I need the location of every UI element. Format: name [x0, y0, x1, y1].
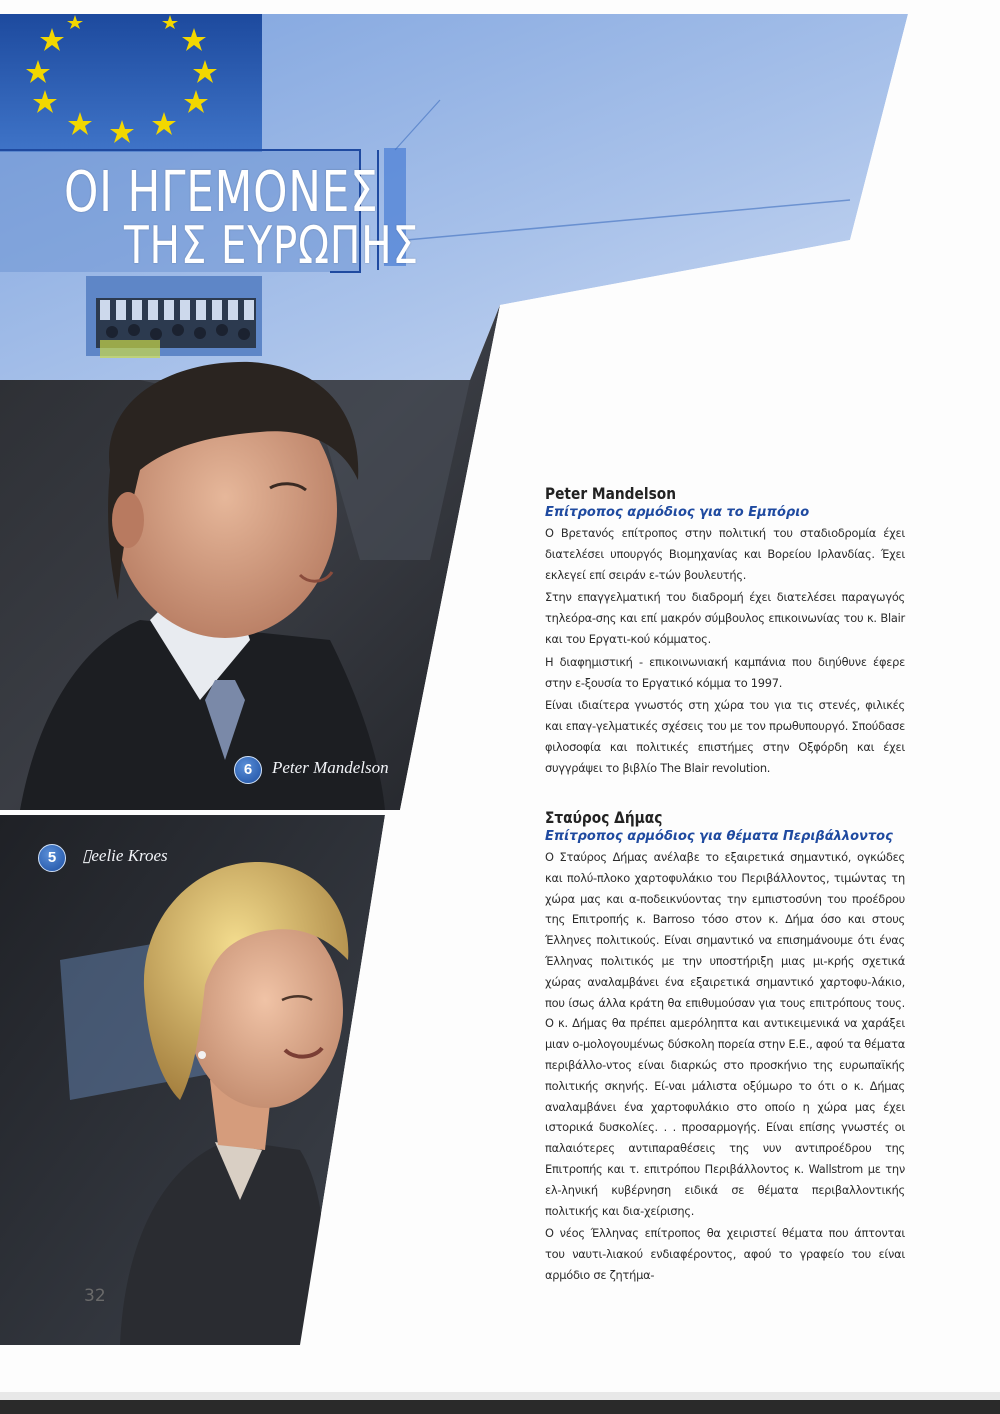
article-subheading: Επίτροπος αρμόδιος για θέματα Περιβάλλοντος	[545, 829, 893, 844]
page-number: 32	[84, 1286, 106, 1306]
article-subheading: Επίτροπος αρμόδιος για το Εμπόριο	[545, 505, 810, 520]
article-paragraph: Ο νέος Έλληνας επίτροπος θα χειριστεί θέματα που άπτονται του ναυτι-λιακού ενδιαφέροντος, αφού το γραφείο του είναι αρμόδιο σε ζητήμα-	[545, 1226, 905, 1282]
article-paragraph: Ο Σταύρος Δήμας ανέλαβε το εξαιρετικά σημαντικό, ογκώδες και πολύ-πλοκο χαρτοφυλάκιο του Περιβάλλοντος, τιμώντας τη χώρα μας και α-ποδεικνύοντας την εμπιστοσύνη του προέδρου της Επιτροπής κ. Barroso τόσο στον κ. Δήμα όσο και στους Έλληνες πολιτικούς. Είναι σημαντικό να επισημάνουμε ότι ένας Έλληνας πολιτικός με την υποστήριξη μιας μι-κρής σχετικά χώρας αναλαμβάνει ένα εξαιρετικά σημαντικό χαρτοφυ-λάκιο, που ίσως άλλα κράτη θα επιθυμούσαν για τους επιτρόπους τους. Ο κ. Δήμας θα πρέπει αμερόληπτα και αντικειμενικά να χαράξει μιαν ο-μολογουμένως δύσκολη πορεία στην Ε.Ε., αφού τα θέματα περιβάλλο-ντος είναι διαρκώς στο προσκήνιο της ευρωπαϊκής πολιτικής σκηνής. Εί-ναι μάλιστα οξύμωρο το ότι ο κ. Δήμας αναλαμβάνει ένα χαρτοφυλάκιο στο οποίο η χώρα μας έχει ιστορικά δυσκολίες. . . προσαρμογής. Είναι επίσης γνωστές οι παλαιότερες αντιπαραθέσεις της νυν αντιπροέδρου της Επιτροπής και τ. επιτρόπου Περιβάλλοντος κ. Wallstrom με την ελ-ληνική κυβέρνηση ειδικά σε θέματα περιβαλλοντικής πολιτικής και δια-χείρισης.	[545, 850, 905, 1218]
photo-caption-mandelson: Peter Mandelson	[272, 758, 389, 777]
article-paragraph: Η διαφημιστική - επικοινωνιακή καμπάνια που διηύθυνε έφερε στην ε-ξουσία το Εργατικό κόμμα το 1997.	[545, 654, 905, 690]
article-heading: Peter Mandelson	[545, 484, 677, 503]
article-mandelson	[545, 484, 905, 781]
article-paragraph: Ο Βρετανός επίτροπος στην πολιτική του σταδιοδρομία έχει διατελέσει υπουργός Βιομηχανίας και Βορείου Ιρλανδίας. Έχει εκλεγεί επί σειράν ε-τών βουλευτής.	[545, 526, 905, 582]
article-heading: Σταύρος Δήμας	[545, 808, 663, 827]
scan-edge	[0, 1392, 1000, 1400]
article-paragraph: Είναι ιδιαίτερα γνωστός στη χώρα του για τις στενές, φιλικές και επαγ-γελματικές σχέσεις του με τον πρωθυπουργό. Σπούδασε φιλοσοφία και πολιτικές επιστήμες στην Οξφόρδη και έχει συγγράψει το βιβλίο The Blair revolution.	[545, 698, 905, 775]
photo-number-badge: 5	[38, 844, 66, 872]
photo-number-badge: 6	[234, 756, 262, 784]
eu-flag-photo	[0, 14, 262, 152]
scan-border	[0, 1400, 1000, 1414]
page-title-line-2: ΤΗΣ ΕΥΡΩΠΗΣ	[124, 216, 419, 276]
article-paragraph: Στην επαγγελματική του διαδρομή έχει διατελέσει παραγωγός τηλεόρα-σης και επί μακρόν σύμβουλος επικοινωνίας του κ. Blair και του Εργατι-κού κόμματος.	[545, 590, 905, 646]
article-dimas	[545, 808, 905, 1288]
photo-caption-kroes: ▯eelie Kroes	[82, 846, 168, 865]
page-title-line-1: ΟΙ ΗΓΕΜΟΝΕΣ	[64, 160, 379, 225]
